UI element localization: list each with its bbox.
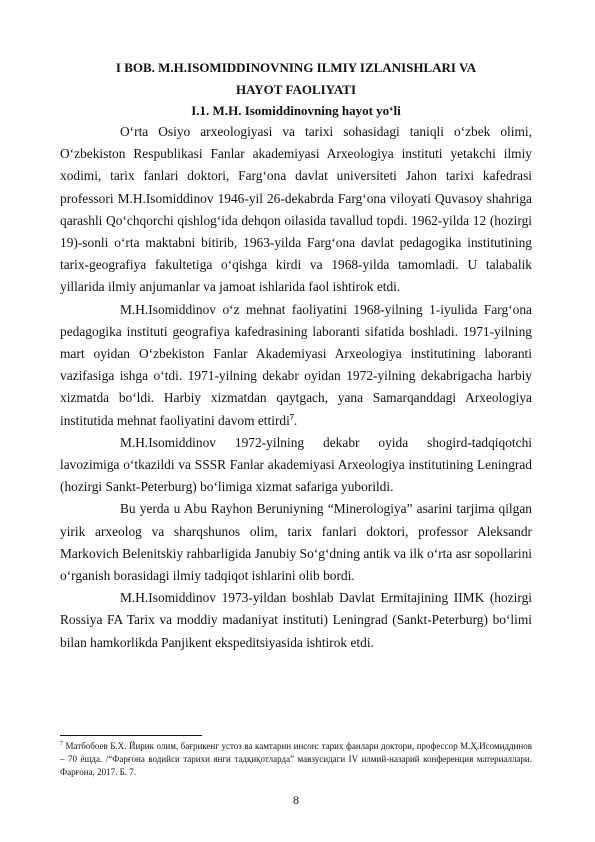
page-number: 8 — [293, 793, 299, 807]
footnote-divider — [60, 735, 202, 736]
footnote — [60, 740, 532, 779]
paragraph-5: M.H.Isomiddinov 1973-yildan boshlab Davlat Ermitajining IIMK (hozirgi Rossiya FA Tarix va moddiy madaniyat instituti) Leningrad (Sankt-Peterburg) bo‘limi bilan hamkorlikda Panjikent ekspeditsiyasida ishtirok etdi. — [60, 590, 532, 650]
paragraph-1: O‘rta Osiyo arxeologiyasi va tarixi sohasidagi taniqli o‘zbek olimi, O‘zbekiston Respublikasi Fanlar akademiyasi Arxeologiya instituti yetakchi ilmiy xodimi, tarix fanlari doktori, Farg‘ona davlat universiteti Jahon tarixi kafedrasi professori M.H.Isomiddinov 1946-yil 26-dekabrda Farg‘ona viloyati Quvasoy shahriga qarashli Qo‘chqorchi qishlog‘ida dehqon oilasida tavallud topdi. 1962-yilda 12 (hozirgi 19)-sonli o‘rta maktabni bitirib, 1963-yilda Farg‘ona davlat pedagogika institutining tarix-geografiya fakultetiga o‘qishga kirdi va 1968-yilda tamomladi. U talabalik yillarida ilmiy anjumanlar va jamoat ishlarida faol ishtirok etdi. — [60, 124, 532, 295]
paragraph-4: Bu yerda u Abu Rayhon Beruniyning “Minerologiya” asarini tarjima qilgan yirik arxeolog va sharqshunos olim, tarix fanlari doktori, professor Aleksandr Markovich Belenitskiy rahbarligida Janubiy So‘g‘dning antik va ilk o‘rta asr sopollarini o‘rganish borasidagi ilmiy tadqiqot ishlarini olib bordi. — [60, 501, 532, 584]
paragraph-2-end: . — [293, 412, 298, 428]
chapter-title — [60, 57, 532, 101]
body-text — [60, 121, 532, 654]
footnote-text: Матбобоев Б.Х. Йирик олим, бағрикенг устоз ва камтарин инсон: тарих фанлари доктори, профессор М.Ҳ.Исомиддинов – 70 ёшда. /“Фарғона водийси тарихи янги тадқиқотларда” мавзусидаги IV илмий-назарий конференция материаллари. Фарғона, 2017. Б. 7. — [60, 741, 532, 777]
footnote-reference[interactable]: 7 — [289, 412, 294, 422]
paragraph-3: M.H.Isomiddinov 1972-yilning dekabr oyida shogird-tadqiqotchi lavozimiga o‘tkazildi va SSSR Fanlar akademiyasi Arxeologiya institutining Leningrad (hozirgi Sankt-Peterburg) bo‘limiga xizmat safariga yuborildi. — [60, 434, 532, 495]
paragraph-2-text: M.H.Isomiddinov o‘z mehnat faoliyatini 1968-yilning 1-iyulida Farg‘ona pedagogika instituti geografiya kafedrasining laboranti sifatida boshladi. 1971-yilning mart oyidan O‘zbekiston Fanlar Akademiyasi Arxeologiya institutining laboranti vazifasiga ishga o‘tdi. 1971-yilning dekabr oyidan 1972-yilning dekabrigacha harbiy xizmatda bo‘ldi. Harbiy xizmatdan qaytgach, yana Samarqanddagi Arxeologiya institutida mehnat faoliyatini davom ettirdi — [60, 301, 532, 428]
section-title: I.1. M.H. Isomiddinovning hayot yo‘li — [191, 103, 401, 118]
paragraph-2 — [60, 299, 532, 432]
chapter-title-line-1: I BOB. M.H.ISOMIDDINOVNING ILMIY IZLANISHLARI VA — [115, 60, 477, 75]
footnote-marker: 7 — [60, 741, 63, 747]
chapter-title-line-2: HAYOT FAOLIYATI — [235, 82, 357, 97]
